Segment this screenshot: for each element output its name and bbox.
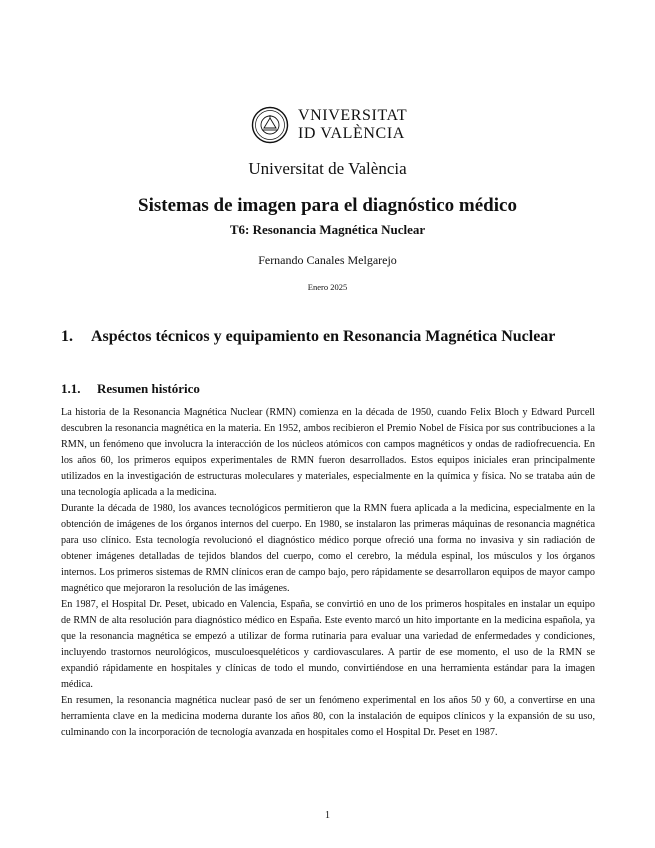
body-text <box>61 405 595 741</box>
document-title: Sistemas de imagen para el diagnóstico médico <box>138 195 517 216</box>
university-logo <box>250 106 406 144</box>
university-name: Universitat de València <box>248 159 407 178</box>
subsection-number: 1.1. <box>61 381 81 396</box>
logo-text-line2: ID VALÈNCIA <box>298 125 405 142</box>
author-name: Fernando Canales Melgarejo <box>258 253 397 267</box>
section-number: 1. <box>61 328 73 345</box>
paragraph-4: En resumen, la resonancia magnética nuclear pasó de ser un fenómeno experimental en los años 50 y 60, a convertirse en una herramienta clave en la medicina moderna durante los años 80, con la instalación de equipos clínicos y la expansión de su uso, culminando con la incorporación de tecnología avanzada en hospitales como el Hospital Dr. Peset en 1987. <box>61 695 595 738</box>
paragraph-1: La historia de la Resonancia Magnética Nuclear (RMN) comienza en la década de 1950, cuando Felix Bloch y Edward Purcell descubren la resonancia magnética en la materia. En 1952, ambos recibieron el Premio Nobel de Física por sus contribuciones a la RMN, un fenómeno que involucra la interacción de los núcleos atómicos con campos magnéticos y ondas de radiofrecuencia. En los años 60, los primeros equipos experimentales de RMN fueron desarrollados. Estos equipos iniciales eran principalmente utilizados en la investigación de estructuras moleculares y materiales, especialmente en la química y física. No se trataba aún de una tecnología aplicada a la medicina. <box>61 407 595 498</box>
paragraph-2: Durante la década de 1980, los avances tecnológicos permitieron que la RMN fuera aplicada a la medicina, especialmente en la obtención de imágenes de los órganos internos del cuerpo. En 1980, se instalaron las primeras máquinas de resonancia magnética para uso clínico. Esta tecnología revolucionó el diagnóstico médico porque ofreció una forma no invasiva y sin radiación de obtener imágenes detalladas de tejidos blandos del cuerpo, como el cerebro, la médula espinal, los músculos y los órganos internos. Los primeros sistemas de RMN clínicos eran de campo bajo, pero rápidamente se desarrollaron equipos de mayor campo magnético que mejoraron la resolución de las imágenes. <box>61 503 595 594</box>
page-number: 1 <box>325 810 330 821</box>
section-title: Aspéctos técnicos y equipamiento en Resonancia Magnética Nuclear <box>91 328 556 345</box>
subsection-title: Resumen histórico <box>97 381 200 396</box>
paragraph-3: En 1987, el Hospital Dr. Peset, ubicado en Valencia, España, se convirtió en uno de los primeros hospitales en instalar un equipo de RMN de alta resolución para diagnóstico médico en España. Este evento marcó un hito importante en la medicina española, ya que la resonancia magnética se empezó a utilizar de forma rutinaria para evaluar una variedad de enfermedades y condiciones, incluyendo trastornos neurológicos, musculoesqueléticos y cardiovasculares. A partir de ese momento, el uso de la RMN se expandió rápidamente en hospitales y clínicas de todo el mundo, convirtiéndose en una herramienta estándar para la imagen médica. <box>61 599 595 690</box>
document-subtitle: T6: Resonancia Magnética Nuclear <box>229 222 426 237</box>
document-date: Enero 2025 <box>307 282 348 292</box>
logo-text-line1: VNIVERSITAT <box>298 107 408 124</box>
university-seal-icon <box>250 106 290 144</box>
